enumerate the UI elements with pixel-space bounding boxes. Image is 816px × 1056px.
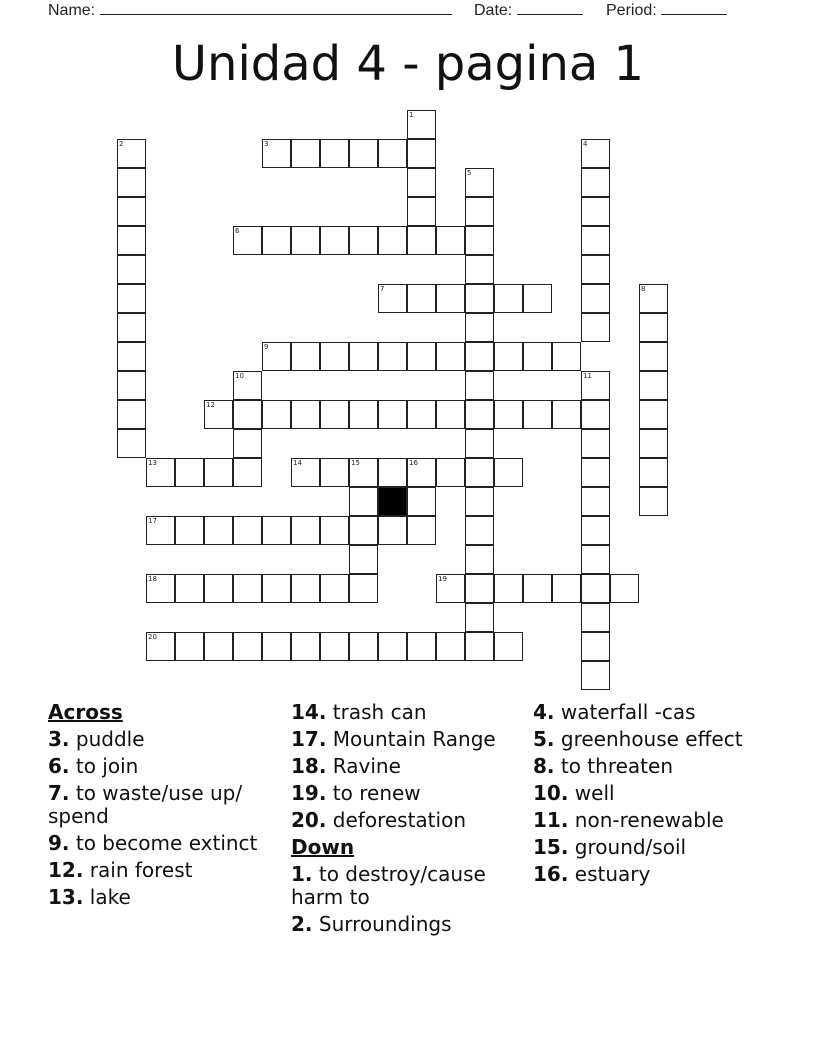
- crossword-cell[interactable]: [436, 284, 465, 313]
- cell-number: 11: [583, 372, 592, 380]
- crossword-cell[interactable]: [262, 632, 291, 661]
- clue-across-19: 19. to renew: [291, 781, 421, 805]
- crossword-cell[interactable]: [581, 168, 610, 197]
- crossword-cell[interactable]: [407, 197, 436, 226]
- crossword-cell[interactable]: [349, 574, 378, 603]
- crossword-cell[interactable]: [262, 139, 291, 168]
- crossword-cell[interactable]: [291, 632, 320, 661]
- crossword-cell[interactable]: [320, 400, 349, 429]
- crossword-cell[interactable]: [320, 342, 349, 371]
- cell-number: 7: [380, 285, 385, 293]
- crossword-cell[interactable]: [494, 400, 523, 429]
- crossword-cell[interactable]: [523, 400, 552, 429]
- crossword-cell[interactable]: [407, 516, 436, 545]
- crossword-cell[interactable]: [233, 400, 262, 429]
- cell-number: 8: [641, 285, 646, 293]
- crossword-cell[interactable]: [523, 284, 552, 313]
- crossword-cell[interactable]: [291, 516, 320, 545]
- crossword-cell[interactable]: [436, 342, 465, 371]
- clue-down-10: 10. well: [533, 781, 615, 805]
- crossword-cell[interactable]: [320, 574, 349, 603]
- crossword-cell[interactable]: [465, 603, 494, 632]
- crossword-cell[interactable]: [378, 139, 407, 168]
- crossword-cell[interactable]: [349, 632, 378, 661]
- crossword-cell[interactable]: [407, 110, 436, 139]
- crossword-cell[interactable]: [465, 458, 494, 487]
- cell-number: 1: [409, 111, 414, 119]
- crossword-cell[interactable]: [581, 400, 610, 429]
- crossword-cell[interactable]: [581, 226, 610, 255]
- clue-down-16: 16. estuary: [533, 862, 651, 886]
- crossword-cell[interactable]: [581, 458, 610, 487]
- crossword-cell[interactable]: [465, 313, 494, 342]
- crossword-cell[interactable]: [204, 400, 233, 429]
- crossword-cell[interactable]: [639, 487, 668, 516]
- crossword-cell[interactable]: [407, 632, 436, 661]
- clues-column-3: [533, 701, 773, 890]
- crossword-cell[interactable]: [117, 226, 146, 255]
- crossword-cell[interactable]: [552, 342, 581, 371]
- black-square: [378, 487, 407, 516]
- crossword-cell[interactable]: [320, 139, 349, 168]
- crossword-cell[interactable]: [407, 342, 436, 371]
- crossword-cell[interactable]: [581, 371, 610, 400]
- crossword-cell[interactable]: [610, 574, 639, 603]
- crossword-cell[interactable]: [117, 139, 146, 168]
- clue-down-2: 2. Surroundings: [291, 912, 452, 936]
- crossword-cell[interactable]: [204, 574, 233, 603]
- crossword-cell[interactable]: [291, 400, 320, 429]
- crossword-cell[interactable]: [117, 284, 146, 313]
- crossword-cell[interactable]: [378, 458, 407, 487]
- name-label: Name:: [48, 2, 96, 19]
- crossword-cell[interactable]: [465, 487, 494, 516]
- crossword-cell[interactable]: [465, 284, 494, 313]
- cell-number: 10: [235, 372, 244, 380]
- clue-across-7: 7. to waste/use up/ spend: [48, 781, 243, 828]
- crossword-cell[interactable]: [494, 574, 523, 603]
- crossword-cell[interactable]: [117, 400, 146, 429]
- across-heading: Across: [48, 700, 123, 724]
- crossword-cell[interactable]: [639, 400, 668, 429]
- crossword-cell[interactable]: [639, 458, 668, 487]
- crossword-cell[interactable]: [291, 139, 320, 168]
- crossword-cell[interactable]: [233, 429, 262, 458]
- crossword-cell[interactable]: [581, 255, 610, 284]
- crossword-cell[interactable]: [291, 574, 320, 603]
- crossword-cell[interactable]: [639, 429, 668, 458]
- crossword-cell[interactable]: [233, 632, 262, 661]
- crossword-cell[interactable]: [407, 400, 436, 429]
- crossword-cell[interactable]: [465, 632, 494, 661]
- crossword-cell[interactable]: [581, 429, 610, 458]
- crossword-cell[interactable]: [175, 458, 204, 487]
- crossword-cell[interactable]: [581, 313, 610, 342]
- crossword-cell[interactable]: [581, 545, 610, 574]
- crossword-cell[interactable]: [349, 458, 378, 487]
- cell-number: 9: [264, 343, 269, 351]
- crossword-cell[interactable]: [291, 226, 320, 255]
- clues-column-1: [48, 701, 283, 913]
- crossword-cell[interactable]: [146, 574, 175, 603]
- crossword-cell[interactable]: [349, 400, 378, 429]
- clue-across-18: 18. Ravine: [291, 754, 401, 778]
- clue-across-3: 3. puddle: [48, 727, 145, 751]
- cell-number: 2: [119, 140, 124, 148]
- crossword-cell[interactable]: [291, 458, 320, 487]
- cell-number: 13: [148, 459, 157, 467]
- crossword-cell[interactable]: [320, 226, 349, 255]
- crossword-cell[interactable]: [262, 516, 291, 545]
- period-label: Period:: [606, 2, 657, 19]
- crossword-cell[interactable]: [262, 342, 291, 371]
- crossword-cell[interactable]: [581, 661, 610, 690]
- cell-number: 5: [467, 169, 472, 177]
- cell-number: 18: [148, 575, 157, 583]
- crossword-cell[interactable]: [117, 313, 146, 342]
- crossword-cell[interactable]: [407, 458, 436, 487]
- crossword-cell[interactable]: [349, 487, 378, 516]
- crossword-cell[interactable]: [581, 516, 610, 545]
- crossword-cell[interactable]: [407, 487, 436, 516]
- cell-number: 19: [438, 575, 447, 583]
- crossword-cell[interactable]: [378, 516, 407, 545]
- crossword-cell[interactable]: [117, 342, 146, 371]
- crossword-cell[interactable]: [494, 458, 523, 487]
- cell-number: 14: [293, 459, 302, 467]
- crossword-cell[interactable]: [233, 371, 262, 400]
- crossword-cell[interactable]: [349, 226, 378, 255]
- page-title: Unidad 4 - pagina 1: [171, 36, 645, 92]
- crossword-cell[interactable]: [465, 516, 494, 545]
- crossword-cell[interactable]: [233, 516, 262, 545]
- clue-down-11: 11. non-renewable: [533, 808, 724, 832]
- crossword-cell[interactable]: [204, 632, 233, 661]
- clue-down-8: 8. to threaten: [533, 754, 673, 778]
- cell-number: 6: [235, 227, 240, 235]
- clue-across-9: 9. to become extinct: [48, 831, 258, 855]
- cell-number: 4: [583, 140, 588, 148]
- clue-across-20: 20. deforestation: [291, 808, 466, 832]
- crossword-cell[interactable]: [320, 632, 349, 661]
- crossword-cell[interactable]: [204, 458, 233, 487]
- crossword-cell[interactable]: [175, 574, 204, 603]
- crossword-cell[interactable]: [233, 226, 262, 255]
- crossword-cell[interactable]: [320, 458, 349, 487]
- crossword-cell[interactable]: [465, 429, 494, 458]
- crossword-cell[interactable]: [523, 342, 552, 371]
- crossword-cell[interactable]: [320, 516, 349, 545]
- crossword-cell[interactable]: [175, 632, 204, 661]
- crossword-cell[interactable]: [349, 545, 378, 574]
- clue-across-17: 17. Mountain Range: [291, 727, 496, 751]
- crossword-cell[interactable]: [378, 632, 407, 661]
- crossword-cell[interactable]: [117, 371, 146, 400]
- crossword-cell[interactable]: [581, 139, 610, 168]
- clue-down-5: 5. greenhouse effect: [533, 727, 743, 751]
- crossword-cell[interactable]: [407, 226, 436, 255]
- crossword-cell[interactable]: [262, 400, 291, 429]
- crossword-cell[interactable]: [407, 168, 436, 197]
- crossword-cell[interactable]: [639, 371, 668, 400]
- crossword-cell[interactable]: [465, 226, 494, 255]
- crossword-cell[interactable]: [552, 400, 581, 429]
- crossword-cell[interactable]: [465, 574, 494, 603]
- crossword-cell[interactable]: [465, 400, 494, 429]
- crossword-cell[interactable]: [465, 545, 494, 574]
- cell-number: 15: [351, 459, 360, 467]
- crossword-cell[interactable]: [117, 255, 146, 284]
- crossword-cell[interactable]: [465, 255, 494, 284]
- date-label: Date:: [474, 2, 513, 19]
- clue-across-14: 14. trash can: [291, 700, 427, 724]
- crossword-cell[interactable]: [436, 400, 465, 429]
- crossword-cell[interactable]: [407, 139, 436, 168]
- clue-down-15: 15. ground/soil: [533, 835, 687, 859]
- crossword-cell[interactable]: [581, 487, 610, 516]
- crossword-cell[interactable]: [494, 342, 523, 371]
- crossword-cell[interactable]: [436, 574, 465, 603]
- cell-number: 3: [264, 140, 269, 148]
- crossword-cell[interactable]: [581, 197, 610, 226]
- crossword-cell[interactable]: [465, 371, 494, 400]
- crossword-cell[interactable]: [639, 284, 668, 313]
- cell-number: 12: [206, 401, 215, 409]
- crossword-cell[interactable]: [639, 342, 668, 371]
- crossword-cell[interactable]: [465, 168, 494, 197]
- crossword-cell[interactable]: [146, 632, 175, 661]
- crossword-cell[interactable]: [291, 342, 320, 371]
- clues-column-2: [291, 701, 526, 940]
- crossword-cell[interactable]: [465, 197, 494, 226]
- crossword-cell[interactable]: [581, 284, 610, 313]
- cell-number: 17: [148, 517, 157, 525]
- crossword-cell[interactable]: [639, 313, 668, 342]
- crossword-cell[interactable]: [175, 516, 204, 545]
- crossword-cell[interactable]: [146, 516, 175, 545]
- crossword-cell[interactable]: [494, 284, 523, 313]
- crossword-cell[interactable]: [407, 284, 436, 313]
- clue-down-1: 1. to destroy/cause harm to: [291, 862, 486, 909]
- crossword-cell[interactable]: [233, 458, 262, 487]
- crossword-cell[interactable]: [581, 632, 610, 661]
- crossword-cell[interactable]: [233, 574, 262, 603]
- crossword-cell[interactable]: [523, 574, 552, 603]
- crossword-cell[interactable]: [204, 516, 233, 545]
- crossword-cell[interactable]: [378, 226, 407, 255]
- clue-down-4: 4. waterfall -cas: [533, 700, 696, 724]
- crossword-cell[interactable]: [262, 226, 291, 255]
- crossword-cell[interactable]: [436, 458, 465, 487]
- crossword-cell[interactable]: [117, 168, 146, 197]
- crossword-cell[interactable]: [378, 284, 407, 313]
- cell-number: 16: [409, 459, 418, 467]
- down-heading: Down: [291, 835, 355, 859]
- clue-across-12: 12. rain forest: [48, 858, 193, 882]
- clue-across-6: 6. to join: [48, 754, 139, 778]
- crossword-cell[interactable]: [349, 342, 378, 371]
- crossword-cell[interactable]: [436, 226, 465, 255]
- crossword-cell[interactable]: [465, 342, 494, 371]
- crossword-cell[interactable]: [378, 342, 407, 371]
- crossword-cell[interactable]: [581, 603, 610, 632]
- crossword-cell[interactable]: [262, 574, 291, 603]
- crossword-cell[interactable]: [581, 574, 610, 603]
- crossword-cell[interactable]: [146, 458, 175, 487]
- crossword-cell[interactable]: [349, 139, 378, 168]
- cell-number: 20: [148, 633, 157, 641]
- clue-across-13: 13. lake: [48, 885, 131, 909]
- crossword-cell[interactable]: [349, 516, 378, 545]
- crossword-cell[interactable]: [552, 574, 581, 603]
- crossword-cell[interactable]: [494, 632, 523, 661]
- crossword-cell[interactable]: [117, 197, 146, 226]
- crossword-cell[interactable]: [378, 400, 407, 429]
- crossword-cell[interactable]: [117, 429, 146, 458]
- crossword-cell[interactable]: [436, 632, 465, 661]
